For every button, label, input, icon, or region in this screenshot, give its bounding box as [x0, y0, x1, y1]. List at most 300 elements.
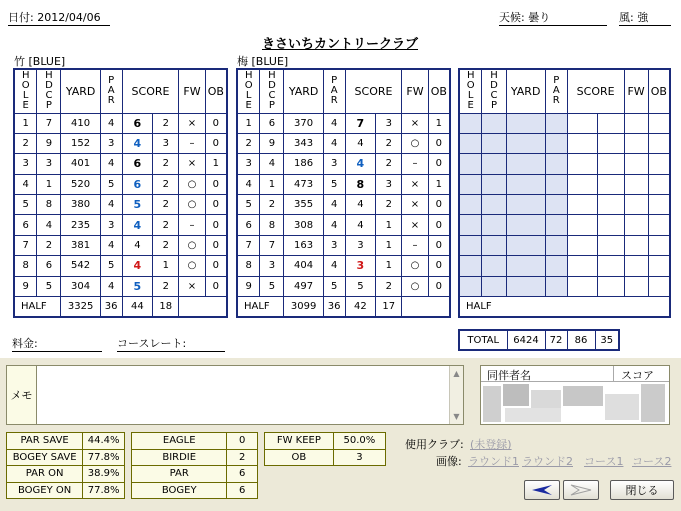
hole-row[interactable] — [14, 113, 227, 133]
col-hole-header: H O L E — [14, 69, 37, 113]
hole-putt: 2 — [376, 276, 402, 296]
empty-cell — [459, 256, 482, 276]
hole-ob: 0 — [205, 215, 227, 235]
stat-label: BOGEY — [132, 482, 227, 499]
hole-ob: 0 — [205, 235, 227, 255]
hole-hdcp: 9 — [260, 133, 284, 153]
stat-row — [132, 449, 258, 466]
hole-par: 4 — [323, 215, 345, 235]
hole-row[interactable] — [459, 154, 670, 174]
stat-row — [265, 449, 386, 466]
hole-row[interactable] — [14, 174, 227, 194]
fee-label: 料金: — [12, 337, 38, 350]
hole-putt: 1 — [376, 256, 402, 276]
hole-par: 4 — [100, 195, 122, 215]
hole-yard: 497 — [284, 276, 323, 296]
hole-yard: 473 — [284, 174, 323, 194]
next-button[interactable] — [563, 480, 599, 500]
memo-scrollbar[interactable] — [449, 366, 463, 424]
hole-number: 7 — [237, 235, 260, 255]
hole-score: 4 — [345, 133, 376, 153]
empty-cell — [598, 113, 624, 133]
col-fw-header: FW — [179, 69, 205, 113]
stat-label: BOGEY SAVE — [7, 449, 83, 466]
empty-cell — [567, 276, 598, 296]
empty-cell — [598, 154, 624, 174]
hole-score: 8 — [345, 174, 376, 194]
empty-cell — [482, 276, 506, 296]
empty-cell — [545, 256, 567, 276]
empty-cell — [624, 154, 648, 174]
empty-cell — [648, 133, 670, 153]
col-yard-header: YARD — [61, 69, 100, 113]
hole-hdcp: 3 — [260, 256, 284, 276]
hole-number: 2 — [14, 133, 37, 153]
course1-label: 竹 [BLUE] — [14, 55, 66, 68]
hole-number: 4 — [14, 174, 37, 194]
scroll-up-icon[interactable]: ▲ — [453, 369, 460, 378]
hole-hdcp: 5 — [37, 276, 61, 296]
prev-button[interactable] — [524, 480, 560, 500]
empty-cell — [648, 174, 670, 194]
empty-cell — [459, 133, 482, 153]
hole-ob: 0 — [205, 256, 227, 276]
hole-number: 9 — [14, 276, 37, 296]
col-ob-header: OB — [428, 69, 450, 113]
hole-fw: ○ — [179, 256, 205, 276]
hole-putt: 3 — [376, 113, 402, 133]
stat-label: PAR — [132, 466, 227, 483]
hole-fw: ○ — [179, 195, 205, 215]
hole-ob: 1 — [428, 113, 450, 133]
stat-row — [7, 433, 125, 450]
hole-row[interactable] — [14, 256, 227, 276]
empty-cell — [482, 154, 506, 174]
hole-par: 5 — [100, 256, 122, 276]
hole-row[interactable] — [459, 174, 670, 194]
empty-cell — [506, 113, 545, 133]
hole-putt: 2 — [153, 215, 179, 235]
empty-cell — [598, 215, 624, 235]
memo-box[interactable] — [6, 365, 464, 425]
hole-fw: ○ — [402, 276, 428, 296]
hole-number: 5 — [14, 195, 37, 215]
hole-number: 3 — [237, 154, 260, 174]
scroll-down-icon[interactable]: ▼ — [453, 412, 460, 421]
clubs-link[interactable]: (未登録) — [470, 438, 512, 451]
half-par: 36 — [323, 297, 345, 317]
hole-par: 5 — [100, 174, 122, 194]
hole-yard: 410 — [61, 113, 100, 133]
hole-number: 7 — [14, 235, 37, 255]
stat-value: 77.8% — [83, 482, 125, 499]
scorecard-course3 — [458, 68, 671, 318]
hole-fw: × — [402, 174, 428, 194]
hole-hdcp: 6 — [37, 256, 61, 276]
empty-cell — [459, 215, 482, 235]
stat-label: PAR ON — [7, 466, 83, 483]
hole-par: 4 — [100, 276, 122, 296]
hole-fw: × — [179, 154, 205, 174]
hole-row[interactable] — [14, 133, 227, 153]
hole-fw: – — [402, 154, 428, 174]
image-link-round1[interactable]: ラウンド1 — [468, 455, 519, 468]
image-link-course1[interactable]: コース1 — [584, 455, 624, 468]
col-yard-header: YARD — [284, 69, 323, 113]
hole-hdcp: 6 — [260, 113, 284, 133]
hole-putt: 2 — [153, 113, 179, 133]
stat-value: 50.0% — [333, 433, 385, 450]
hole-score: 4 — [122, 235, 153, 255]
half-putt: 17 — [376, 297, 402, 317]
hole-row[interactable] — [237, 195, 450, 215]
empty-cell — [648, 215, 670, 235]
half-label: HALF — [237, 297, 284, 317]
hole-yard: 520 — [61, 174, 100, 194]
stat-label: EAGLE — [132, 433, 227, 450]
empty-cell — [567, 113, 598, 133]
companion-name-header: 同伴者名 — [487, 369, 531, 382]
memo-label: メモ — [7, 366, 37, 424]
image-link-round2[interactable]: ラウンド2 — [522, 455, 573, 468]
hole-row[interactable] — [459, 113, 670, 133]
empty-cell — [506, 195, 545, 215]
hole-yard: 404 — [284, 256, 323, 276]
stat-value: 38.9% — [83, 466, 125, 483]
hole-number: 6 — [14, 215, 37, 235]
hole-row[interactable] — [459, 256, 670, 276]
hole-number: 1 — [237, 113, 260, 133]
hole-ob: 0 — [205, 195, 227, 215]
hole-ob: 1 — [428, 174, 450, 194]
hole-ob: 0 — [428, 154, 450, 174]
hole-putt: 1 — [376, 235, 402, 255]
hole-par: 4 — [323, 195, 345, 215]
hole-yard: 163 — [284, 235, 323, 255]
hole-par: 3 — [323, 154, 345, 174]
hole-par: 4 — [323, 256, 345, 276]
empty-cell — [459, 235, 482, 255]
stat-row — [7, 482, 125, 499]
stat-row — [7, 466, 125, 483]
stat-row — [132, 433, 258, 450]
hole-putt: 2 — [153, 276, 179, 296]
hole-ob: 0 — [205, 174, 227, 194]
empty-cell — [598, 174, 624, 194]
hole-score: 3 — [345, 235, 376, 255]
empty-cell — [567, 174, 598, 194]
stat-row — [265, 433, 386, 450]
hole-ob: 0 — [428, 133, 450, 153]
empty-cell — [506, 276, 545, 296]
hole-yard: 355 — [284, 195, 323, 215]
empty-cell — [545, 276, 567, 296]
stat-value: 3 — [333, 449, 385, 466]
hole-fw: × — [179, 113, 205, 133]
hole-ob: 0 — [428, 235, 450, 255]
hole-yard: 542 — [61, 256, 100, 276]
half-yard: 3099 — [284, 297, 323, 317]
hole-score: 4 — [122, 256, 153, 276]
hole-hdcp: 8 — [260, 215, 284, 235]
empty-cell — [624, 113, 648, 133]
hole-row[interactable] — [237, 256, 450, 276]
hole-par: 3 — [100, 215, 122, 235]
total-par: 72 — [545, 330, 567, 350]
hole-par: 3 — [100, 133, 122, 153]
empty-cell — [482, 174, 506, 194]
hole-putt: 3 — [153, 133, 179, 153]
hole-hdcp: 5 — [260, 276, 284, 296]
stats-fw-ob — [264, 432, 386, 466]
hole-score: 6 — [122, 113, 153, 133]
half-label: HALF — [459, 297, 670, 317]
stats-save-on — [6, 432, 125, 499]
empty-cell — [624, 195, 648, 215]
course2-label: 梅 [BLUE] — [237, 55, 289, 68]
hole-number: 1 — [14, 113, 37, 133]
stat-label: PAR SAVE — [7, 433, 83, 450]
empty-cell — [506, 133, 545, 153]
hole-hdcp: 4 — [37, 215, 61, 235]
hole-hdcp: 2 — [37, 235, 61, 255]
hole-putt: 3 — [376, 174, 402, 194]
hole-row[interactable] — [237, 154, 450, 174]
empty-cell — [459, 195, 482, 215]
weather-field: 天候: 曇り — [499, 11, 607, 26]
header-row — [14, 69, 227, 113]
empty-cell — [567, 154, 598, 174]
empty-cell — [598, 133, 624, 153]
empty-cell — [459, 113, 482, 133]
hole-row[interactable] — [237, 174, 450, 194]
hole-par: 5 — [323, 174, 345, 194]
hole-fw: × — [402, 215, 428, 235]
hole-row[interactable] — [14, 235, 227, 255]
hole-par: 4 — [323, 113, 345, 133]
hole-row[interactable] — [237, 113, 450, 133]
col-par-header: P A R — [545, 69, 567, 113]
hole-ob: 0 — [205, 276, 227, 296]
empty-cell — [506, 256, 545, 276]
hole-row[interactable] — [237, 235, 450, 255]
empty-cell — [648, 256, 670, 276]
image-link-course2[interactable]: コース2 — [632, 455, 672, 468]
hole-row[interactable] — [237, 276, 450, 296]
hole-putt: 2 — [376, 154, 402, 174]
empty-cell — [545, 215, 567, 235]
companion-entries-blurred — [483, 384, 667, 424]
col-par-header: P A R — [323, 69, 345, 113]
forward-arrow-icon — [570, 484, 592, 496]
hole-row[interactable] — [459, 215, 670, 235]
empty-cell — [459, 174, 482, 194]
empty-cell — [506, 235, 545, 255]
wind-field: 風: 強 — [619, 11, 671, 26]
total-putt: 35 — [595, 330, 619, 350]
course-title: きさいちカントリークラブ — [262, 37, 419, 52]
col-score-header: SCORE — [122, 69, 179, 113]
hole-par: 4 — [323, 133, 345, 153]
rating-underline — [117, 351, 225, 352]
hole-fw: ○ — [402, 133, 428, 153]
hole-yard: 370 — [284, 113, 323, 133]
hole-yard: 186 — [284, 154, 323, 174]
col-hole-header: H O L E — [237, 69, 260, 113]
empty-cell — [506, 154, 545, 174]
half-score: 42 — [345, 297, 376, 317]
col-hole-header: H O L E — [459, 69, 482, 113]
empty-cell — [459, 154, 482, 174]
hole-ob: 0 — [428, 195, 450, 215]
half-score: 44 — [122, 297, 153, 317]
stat-row — [132, 482, 258, 499]
empty-cell — [545, 113, 567, 133]
hole-putt: 2 — [153, 235, 179, 255]
col-ob-header: OB — [205, 69, 227, 113]
hole-score: 5 — [122, 195, 153, 215]
hole-hdcp: 2 — [260, 195, 284, 215]
hole-hdcp: 1 — [37, 174, 61, 194]
hole-hdcp: 7 — [260, 235, 284, 255]
col-par-header: P A R — [100, 69, 122, 113]
hole-row[interactable] — [237, 215, 450, 235]
hole-row[interactable] — [14, 276, 227, 296]
hole-yard: 401 — [61, 154, 100, 174]
hole-row[interactable] — [14, 195, 227, 215]
close-button-label: 閉じる — [625, 484, 659, 497]
hole-score: 6 — [122, 174, 153, 194]
hole-row[interactable] — [459, 195, 670, 215]
empty-cell — [648, 195, 670, 215]
empty-cell — [648, 235, 670, 255]
hole-row[interactable] — [14, 215, 227, 235]
hole-par: 4 — [100, 113, 122, 133]
hole-fw: – — [179, 133, 205, 153]
empty-cell — [648, 154, 670, 174]
fee-underline — [12, 351, 102, 352]
col-yard-header: YARD — [506, 69, 545, 113]
col-score-header: SCORE — [345, 69, 402, 113]
empty-cell — [567, 215, 598, 235]
hole-row[interactable] — [459, 276, 670, 296]
half-putt: 18 — [153, 297, 179, 317]
empty-cell — [482, 113, 506, 133]
hole-yard: 308 — [284, 215, 323, 235]
hole-row[interactable] — [459, 133, 670, 153]
stat-row — [7, 449, 125, 466]
hole-par: 5 — [323, 276, 345, 296]
clubs-label: 使用クラブ: — [405, 438, 464, 451]
hole-ob: 0 — [428, 256, 450, 276]
total-label: TOTAL — [459, 330, 507, 350]
empty-cell — [624, 215, 648, 235]
col-fw-header: FW — [624, 69, 648, 113]
close-button[interactable] — [610, 480, 674, 500]
empty-cell — [567, 235, 598, 255]
col-hdcp-header: H D C P — [482, 69, 506, 113]
hole-hdcp: 7 — [37, 113, 61, 133]
half-row — [237, 297, 450, 317]
hole-hdcp: 4 — [260, 154, 284, 174]
hole-number: 9 — [237, 276, 260, 296]
companion-header — [481, 366, 669, 382]
hole-score: 5 — [122, 276, 153, 296]
empty-cell — [624, 256, 648, 276]
stat-value: 77.8% — [83, 449, 125, 466]
empty-cell — [567, 133, 598, 153]
stat-label: BOGEY ON — [7, 482, 83, 499]
empty-cell — [545, 174, 567, 194]
half-label: HALF — [14, 297, 61, 317]
hole-yard: 343 — [284, 133, 323, 153]
stat-label: OB — [265, 449, 334, 466]
stat-value: 0 — [227, 433, 258, 450]
empty-cell — [648, 113, 670, 133]
round-date: 日付: 2012/04/06 — [8, 11, 110, 26]
col-fw-header: FW — [402, 69, 428, 113]
hole-fw: × — [179, 276, 205, 296]
hole-number: 4 — [237, 174, 260, 194]
empty-cell — [598, 195, 624, 215]
companion-score-header: スコア — [621, 369, 654, 382]
hole-ob: 0 — [205, 133, 227, 153]
course-rating-label: コースレート: — [117, 337, 187, 350]
empty-cell — [598, 256, 624, 276]
hole-yard: 381 — [61, 235, 100, 255]
images-label: 画像: — [436, 455, 462, 468]
hole-row[interactable] — [14, 154, 227, 174]
hole-row[interactable] — [237, 133, 450, 153]
col-ob-header: OB — [648, 69, 670, 113]
stat-row — [132, 466, 258, 483]
hole-number: 5 — [237, 195, 260, 215]
scorecard-course1 — [13, 68, 228, 318]
hole-yard: 235 — [61, 215, 100, 235]
hole-yard: 304 — [61, 276, 100, 296]
header-row — [237, 69, 450, 113]
hole-putt: 1 — [376, 215, 402, 235]
hole-number: 8 — [237, 256, 260, 276]
hole-fw: ○ — [179, 235, 205, 255]
empty-cell — [482, 256, 506, 276]
empty-cell — [567, 195, 598, 215]
col-hdcp-header: H D C P — [37, 69, 61, 113]
empty-cell — [567, 256, 598, 276]
half-yard: 3325 — [61, 297, 100, 317]
scorecard-course2 — [236, 68, 451, 318]
hole-score: 6 — [122, 154, 153, 174]
empty-cell — [624, 174, 648, 194]
empty-cell — [598, 276, 624, 296]
half-row — [459, 297, 670, 317]
total-yard: 6424 — [507, 330, 545, 350]
hole-score: 4 — [345, 154, 376, 174]
total-score: 86 — [567, 330, 595, 350]
empty-cell — [545, 195, 567, 215]
companion-list[interactable] — [480, 365, 670, 425]
hole-number: 2 — [237, 133, 260, 153]
hole-fw: – — [179, 215, 205, 235]
hole-score: 4 — [122, 133, 153, 153]
hole-hdcp: 3 — [37, 154, 61, 174]
hole-row[interactable] — [459, 235, 670, 255]
empty-cell — [624, 235, 648, 255]
empty-cell — [624, 133, 648, 153]
hole-par: 3 — [323, 235, 345, 255]
header-row — [459, 69, 670, 113]
empty-cell — [482, 195, 506, 215]
